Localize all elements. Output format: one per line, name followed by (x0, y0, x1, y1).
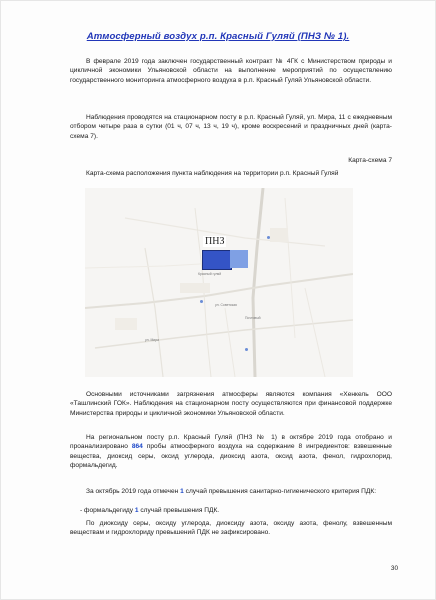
map-pin-icon (245, 348, 248, 351)
samples-text-cont: пробы атмосферного воздуха на содержание 8 ингредиентов: взвешенные вещества, диоксид серы, оксид углерода, диоксид азота, оксид азота, фенол, гидрохлорид, формальдегид. (70, 443, 392, 469)
street-label: Почтовый (245, 316, 261, 320)
street-label: Красный гуляй (198, 272, 222, 276)
paragraph-exceedances (70, 487, 392, 496)
paragraph-no-exceedance: По диоксиду серы, оксиду углерода, диоксиду азота, оксиду азота, фенолу, взвешенным веществам и гидрохлориду превышений ПДК не зафиксировано. (70, 520, 392, 537)
samples-text: На региональном посту р.п. Красный Гуляй (ПНЗ № 1) в октябре 2019 года отобрано и проанализировано (70, 434, 392, 451)
paragraph-samples (70, 433, 392, 470)
map-pin-icon (267, 236, 270, 239)
map-caption: Карта-схема расположения пункта наблюдения на территории р.п. Красный Гуляй (86, 170, 339, 177)
exceedance-text: За октябрь 2019 года отмечен (86, 488, 181, 495)
formaldehyde-text-cont: случай превышения ПДК. (138, 507, 220, 514)
paragraph-sources: Основными источниками загрязнения атмосферы являются компания «Хенкель ООО «Ташлинский ГОК». Наблюдения на стационарном посту осуществляются при финансовой поддержке Министерства природы и цикличной экономики Ульяновской области. (70, 391, 392, 417)
samples-count: 864 (131, 443, 143, 451)
map-caption-number: Карта-схема 7 (348, 157, 392, 164)
formaldehyde-count: 1 (134, 507, 139, 514)
pnz-marker-secondary (230, 250, 248, 268)
exceedance-count: 1 (180, 488, 184, 495)
page-number: 30 (390, 565, 398, 572)
page-title: Атмосферный воздух р.п. Красный Гуляй (ПНЗ № 1). (86, 31, 350, 42)
location-map (85, 188, 353, 377)
pnz-label: ПНЗ (205, 236, 225, 247)
map-pin-icon (200, 300, 203, 303)
paragraph-observations: Наблюдения проводятся на стационарном посту в р.п. Красный Гуляй, ул. Мира, 11 с ежедневным отбором четыре раза в сутки (01 ч, 07 ч, 13 ч, 19 ч), кроме воскресений и праздничных дней (карта-схема 7). (70, 114, 392, 140)
formaldehyde-text: - формальдегиду (80, 507, 135, 514)
paragraph-formaldehyde (80, 506, 392, 515)
paragraph-contract: В феврале 2019 года заключен государственный контракт № 4ГК с Министерством природы и цикличной экономики Ульяновской области на выполнение мероприятий по осуществлению государственного мониторинга атмосферного воздуха в р.п. Красный Гуляй Ульяновской области. (70, 58, 392, 84)
pnz-marker (202, 250, 232, 270)
street-label: ул. Мира (145, 338, 159, 342)
exceedance-text-cont: случай превышения санитарно-гигиенического критерия ПДК: (183, 488, 377, 495)
map-roads (85, 188, 353, 377)
street-label: ул. Советская (215, 303, 237, 307)
